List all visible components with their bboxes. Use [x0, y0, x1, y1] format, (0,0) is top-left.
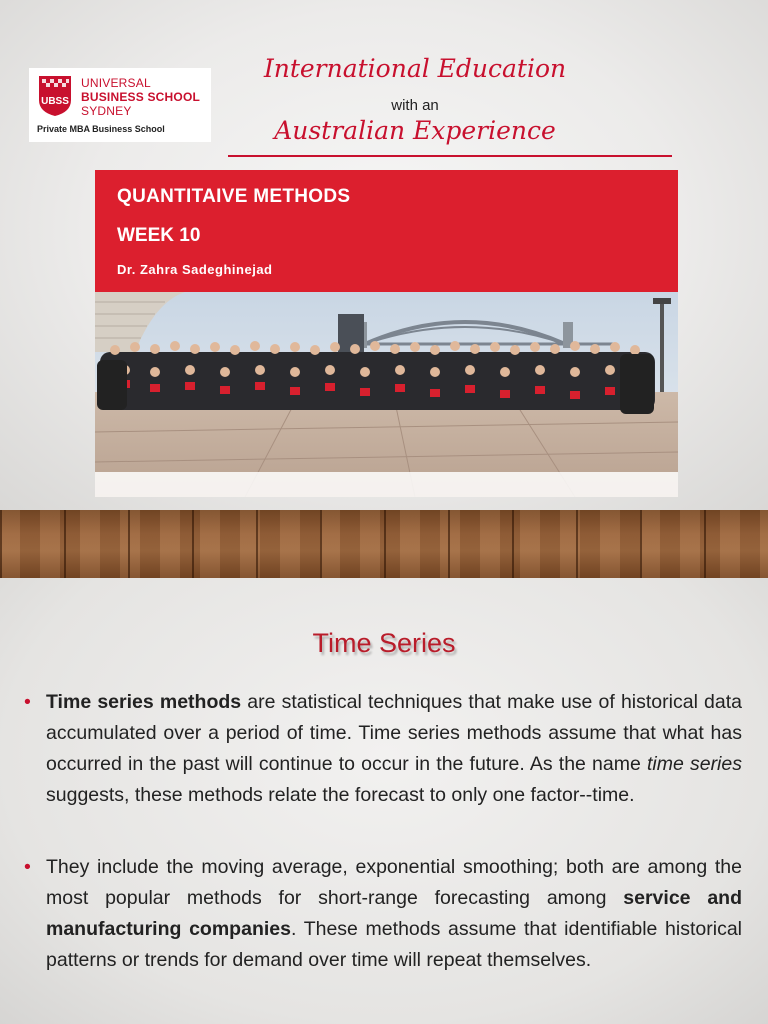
- logo-line-universal: UNIVERSAL: [81, 76, 151, 90]
- ubss-badge-text: UBSS: [41, 96, 69, 107]
- wood-floor-divider: [0, 510, 768, 578]
- bullet1-bold-lead: Time series methods: [46, 691, 242, 713]
- headline-australian-experience: Australian Experience: [274, 116, 556, 145]
- headline-divider: [228, 155, 672, 157]
- course-title: QUANTITAIVE METHODS: [117, 186, 351, 207]
- bullet2-text-b: . These methods assume that identifiable historical patterns or trends for demand over time will repeat themselves.: [46, 918, 742, 971]
- bullet1-text-b: suggests, these methods relate the forecast to only one factor--time.: [46, 784, 635, 806]
- bullet2-text-a: They include the moving average, exponential smoothing; both are among the most popular methods for short-range forecasting among: [46, 856, 742, 909]
- logo-line-sydney: SYDNEY: [81, 104, 132, 118]
- bullet1-italic: time series: [646, 753, 742, 775]
- headline-international-education: International Education: [263, 54, 567, 83]
- bullet-time-series-methods: [24, 687, 743, 811]
- slide-title-time-series: Time Series: [312, 628, 456, 658]
- bullet2-bold: service and manufacturing companies: [46, 887, 742, 940]
- headline-connector: with an: [391, 97, 439, 114]
- presenter-name: Dr. Zahra Sadeghinejad: [117, 262, 273, 277]
- course-week: WEEK 10: [117, 225, 201, 246]
- logo-line-business-school: BUSINESS SCHOOL: [81, 90, 201, 104]
- ubss-logo: [29, 68, 211, 142]
- slide-title: [0, 0, 768, 510]
- bullet-dot-icon: •: [24, 691, 31, 713]
- course-banner: [95, 170, 678, 292]
- ubss-shield-icon: [37, 74, 73, 118]
- graduation-photo: [95, 292, 678, 497]
- bullet-dot-icon: •: [24, 856, 31, 878]
- slide-time-series: [0, 578, 768, 1024]
- bullet-moving-average: [24, 852, 742, 976]
- group-graduation-photo-icon: [95, 292, 678, 497]
- logo-tagline: Private MBA Business School: [37, 124, 165, 134]
- bullet1-text-a: are statistical techniques that make use of historical data accumulated over a period of time. Time series methods assume that what has occurred in the past will continue to occur in the future. As the name: [46, 691, 743, 775]
